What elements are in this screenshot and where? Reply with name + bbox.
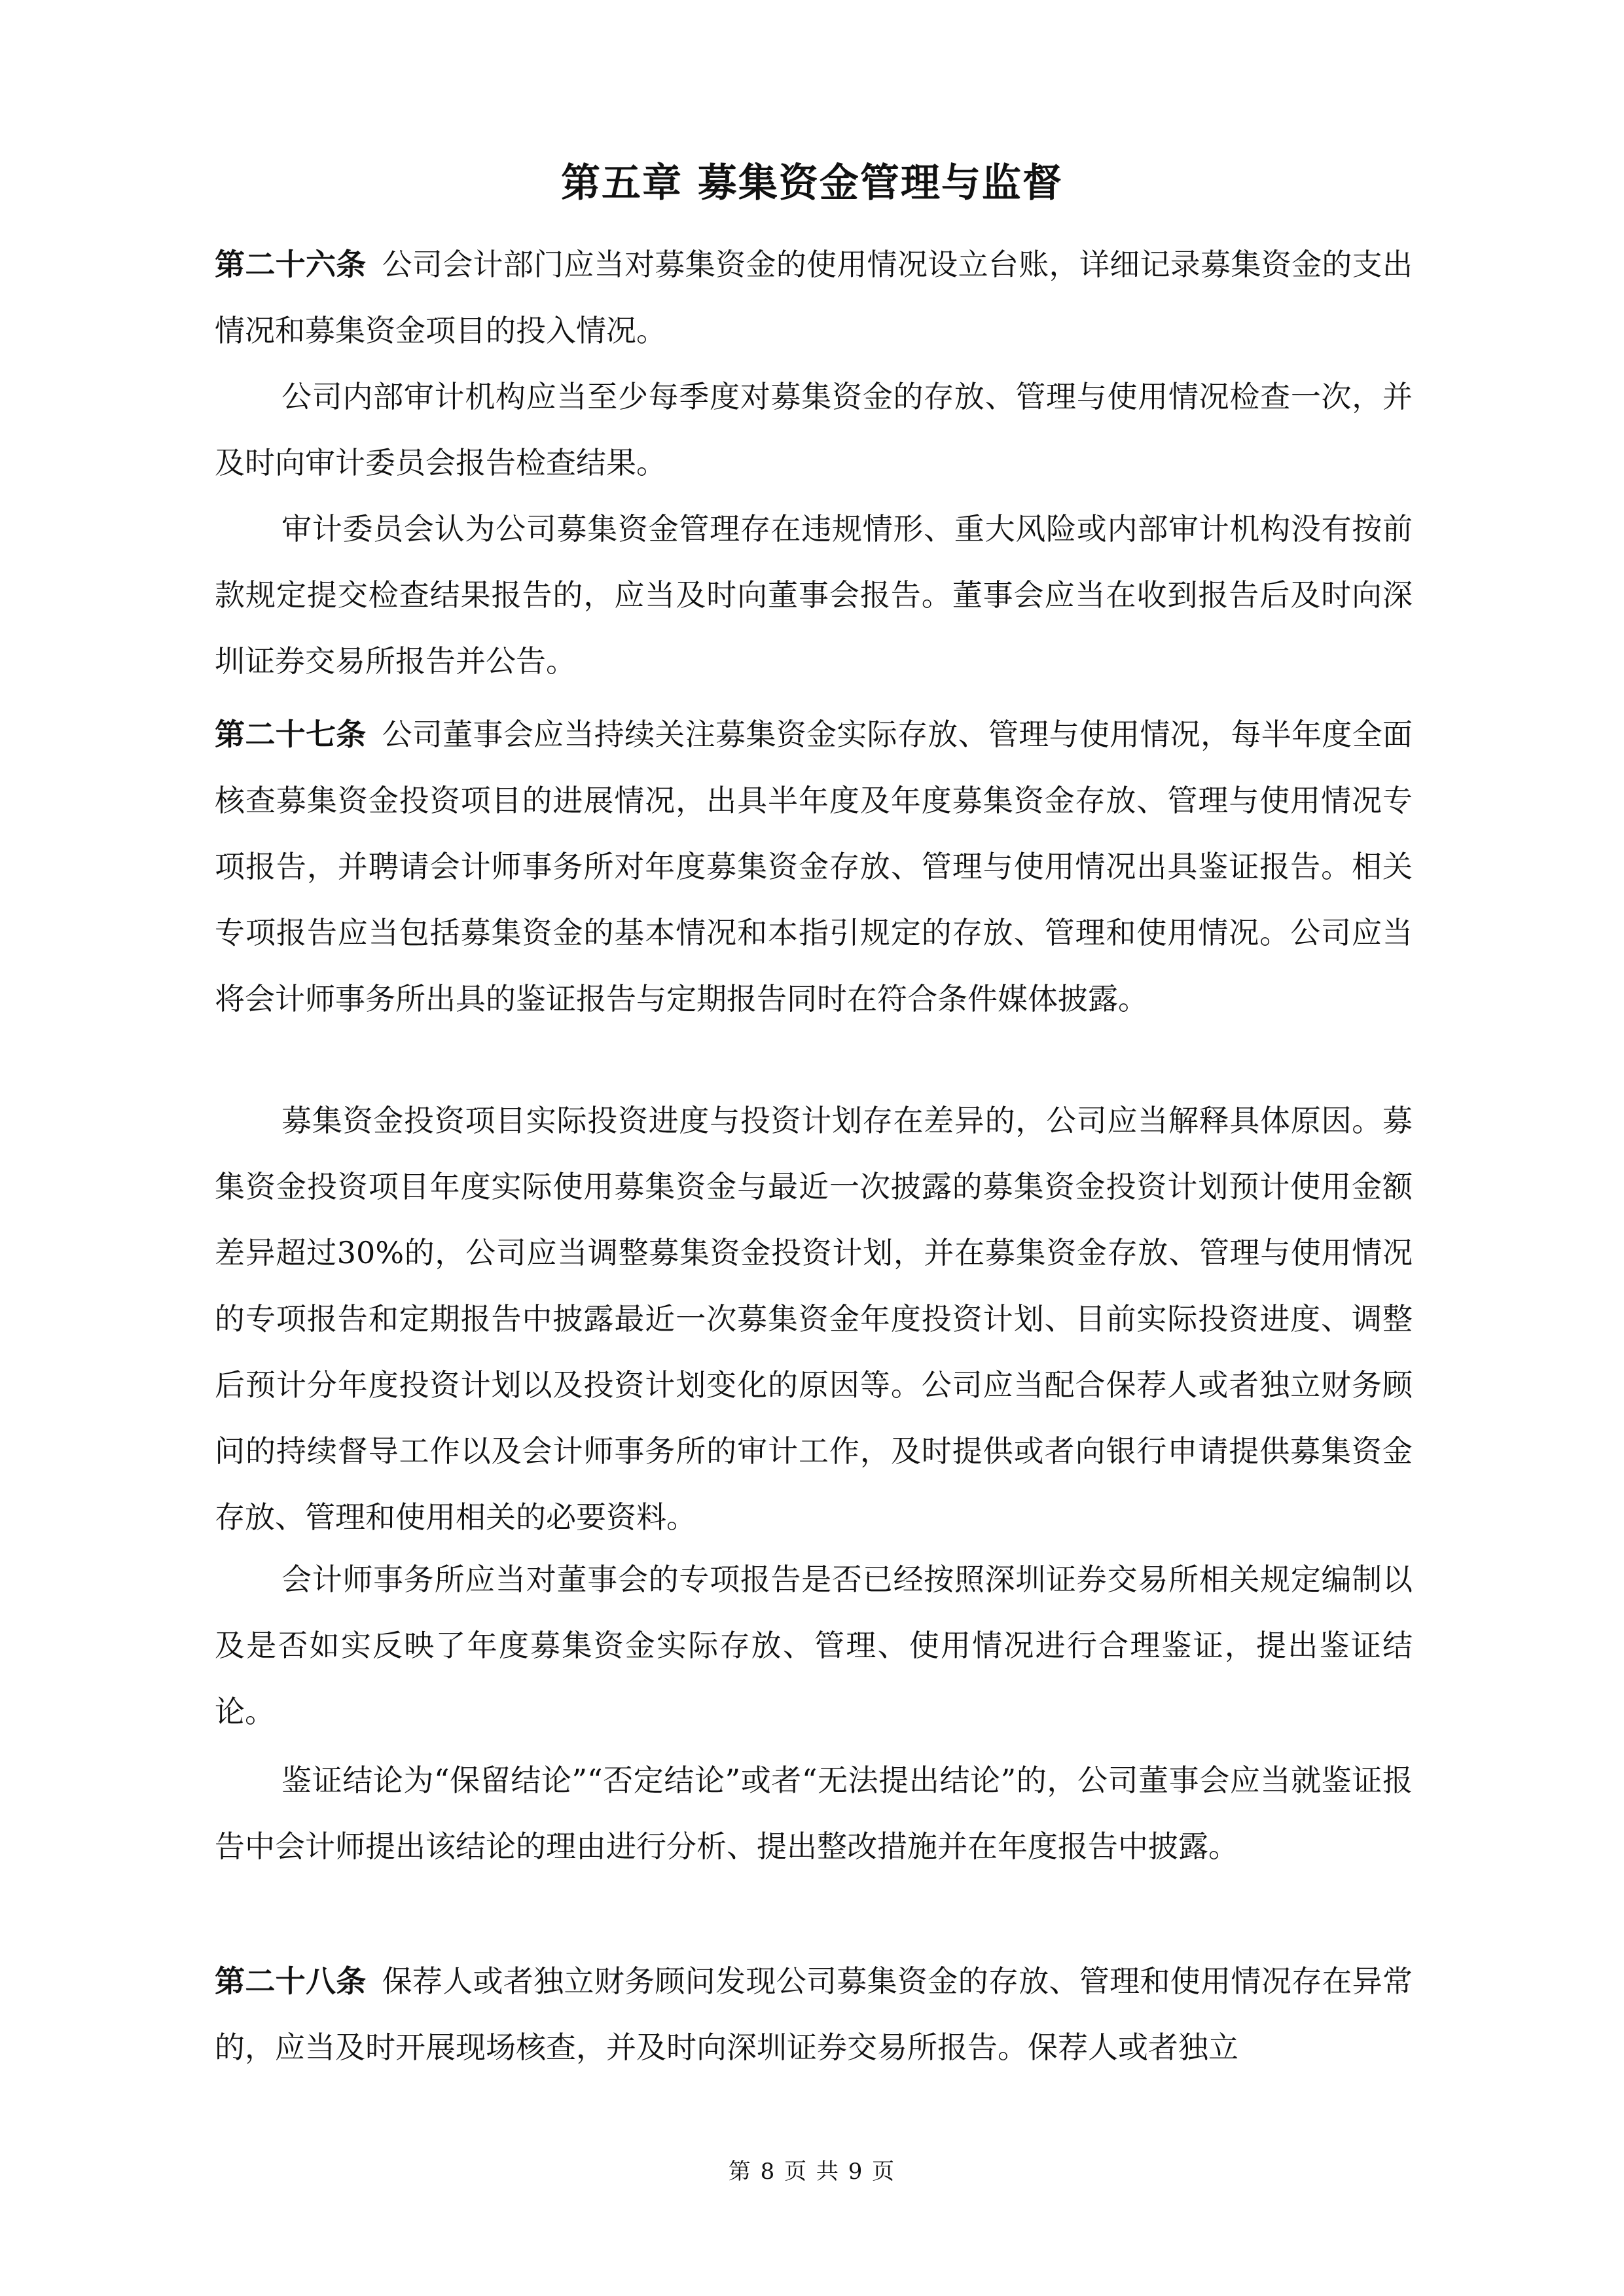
article-27-paragraph-4: 鉴证结论为“保留结论”“否定结论”或者“无法提出结论”的，公司董事会应当就鉴证报告中会计师提出该结论的理由进行分析、提出整改措施并在年度报告中披露。 (215, 1763, 1413, 1864)
article-27-paragraph-1 (215, 702, 1413, 1032)
article-27-paragraph-2: 募集资金投资项目实际投资进度与投资计划存在差异的，公司应当解释具体原因。募集资金投资项目年度实际使用募集资金与最近一次披露的募集资金投资计划预计使用金额差异超过30%的，公司应当调整募集资金投资计划，并在募集资金存放、管理与使用情况的专项报告和定期报告中披露最近一次募集资金年度投资计划、目前实际投资进度、调整后预计分年度投资计划以及投资计划变化的原因等。公司应当配合保荐人或者独立财务顾问的持续督导工作以及会计师事务所的审计工作，及时提供或者向银行申请提供募集资金存放、管理和使用相关的必要资料。 (215, 1103, 1413, 1535)
article-27-block-3 (215, 1547, 1413, 1745)
article-27-label: 第二十七条 (215, 717, 367, 752)
page-footer: 第 8 页 共 9 页 (728, 2159, 896, 2185)
article-28-label: 第二十八条 (215, 1964, 367, 1999)
article-28-text: 保荐人或者独立财务顾问发现公司募集资金的存放、管理和使用情况存在异常的，应当及时开展现场核查，并及时向深圳证券交易所报告。保荐人或者独立 (215, 1964, 1413, 2065)
article-26-label: 第二十六条 (215, 247, 367, 282)
article-26-paragraph-2: 公司内部审计机构应当至少每季度对募集资金的存放、管理与使用情况检查一次，并及时向审计委员会报告检查结果。 (215, 379, 1413, 480)
article-27-block-2 (215, 1088, 1413, 1551)
chapter-title: 第五章 募集资金管理与监督 (561, 160, 1063, 206)
article-27-text: 公司董事会应当持续关注募集资金实际存放、管理与使用情况，每半年度全面核查募集资金投资项目的进展情况，出具半年度及年度募集资金存放、管理与使用情况专项报告，并聘请会计师事务所对年度募集资金存放、管理与使用情况出具鉴证报告。相关专项报告应当包括募集资金的基本情况和本指引规定的存放、管理和使用情况。公司应当将会计师事务所出具的鉴证报告与定期报告同时在符合条件媒体披露。 (215, 717, 1413, 1016)
article-26-block (215, 232, 1413, 694)
article-26-paragraph-3: 审计委员会认为公司募集资金管理存在违规情形、重大风险或内部审计机构没有按前款规定提交检查结果报告的，应当及时向董事会报告。董事会应当在收到报告后及时向深圳证券交易所报告并公告。 (215, 511, 1413, 679)
article-28-paragraph-1 (215, 1948, 1413, 2081)
article-27-paragraph-3: 会计师事务所应当对董事会的专项报告是否已经按照深圳证券交易所相关规定编制以及是否如实反映了年度募集资金实际存放、管理、使用情况进行合理鉴证，提出鉴证结论。 (215, 1562, 1413, 1729)
article-27-block (215, 702, 1413, 1032)
article-26-text: 公司会计部门应当对募集资金的使用情况设立台账，详细记录募集资金的支出情况和募集资金项目的投入情况。 (215, 247, 1413, 348)
article-28-block (215, 1948, 1413, 2081)
article-27-block-4 (215, 1748, 1413, 1880)
article-26-paragraph-1 (215, 232, 1413, 364)
